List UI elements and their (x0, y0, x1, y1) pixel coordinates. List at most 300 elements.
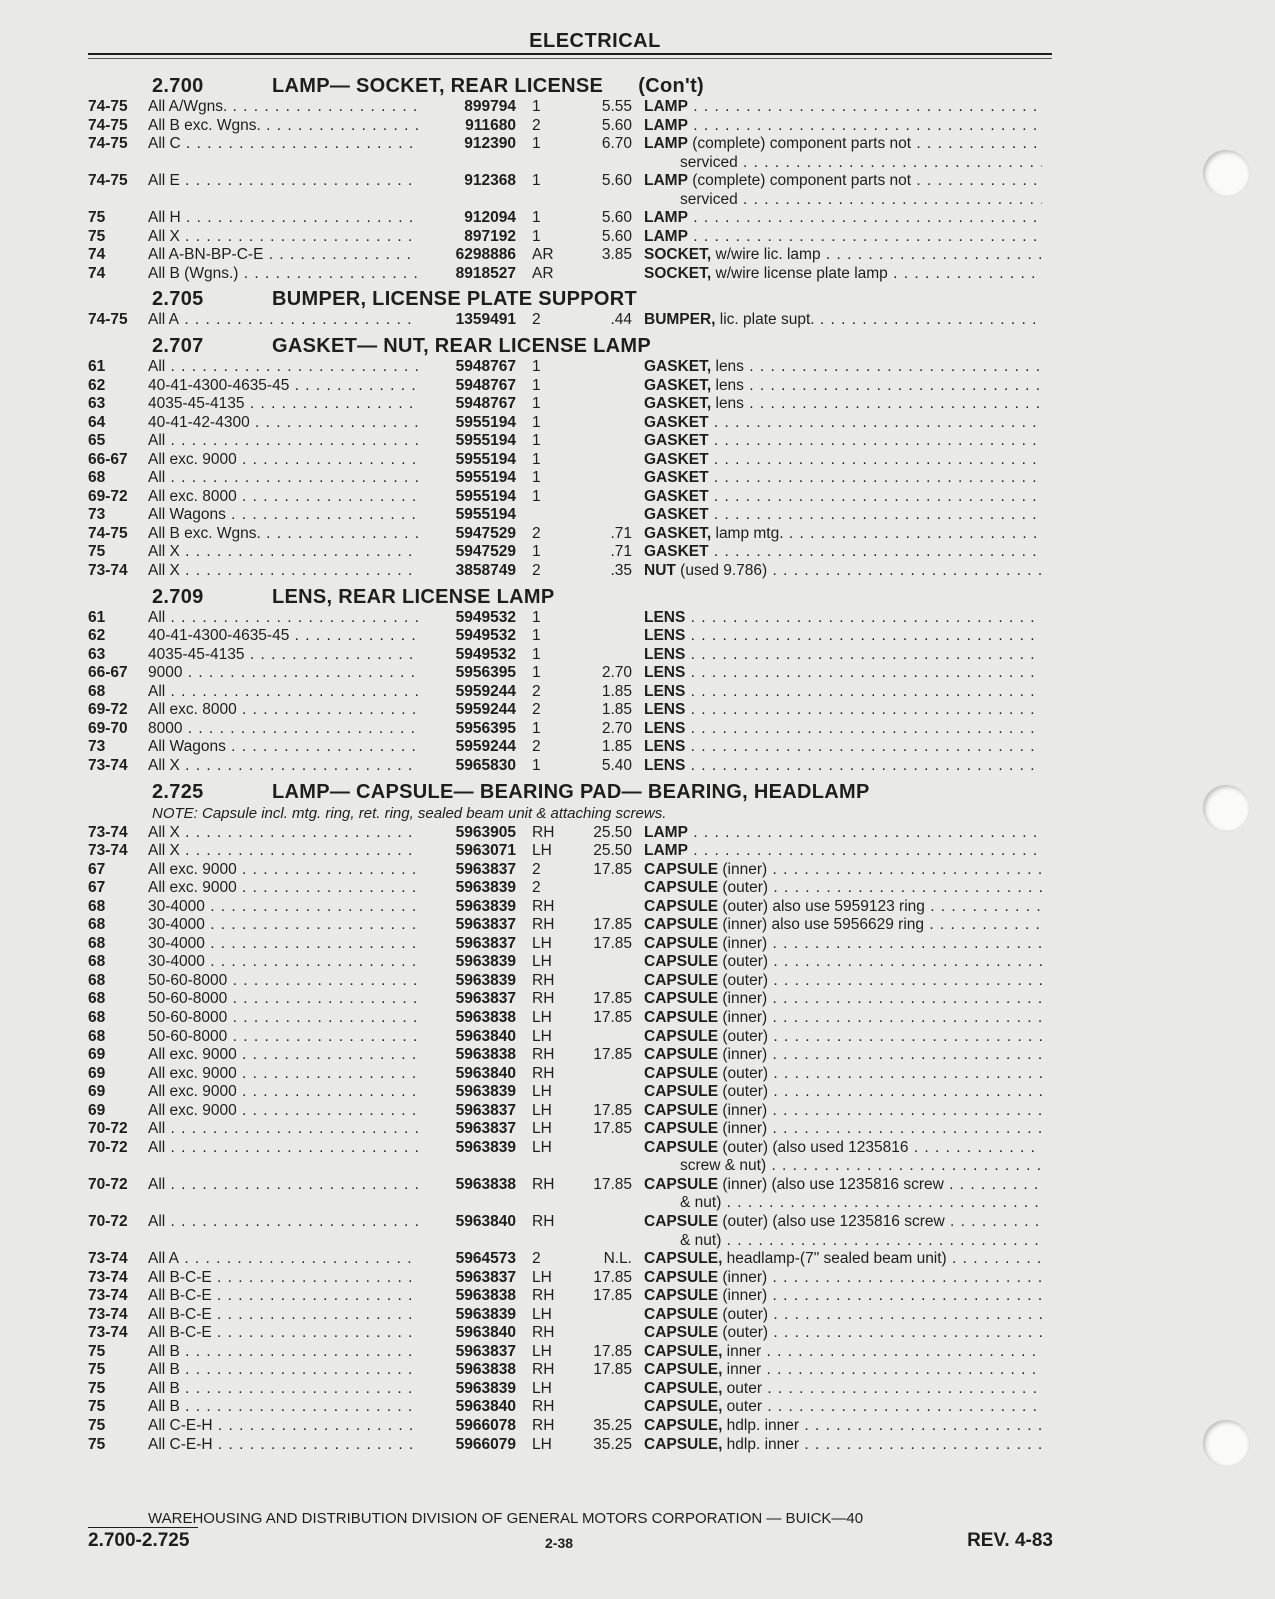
quantity: 1 (532, 756, 541, 774)
quantity: 2 (532, 738, 541, 756)
binder-hole-top (1203, 150, 1249, 196)
price: 17.85 (593, 990, 632, 1008)
description (632, 1417, 1042, 1436)
description-text: lens (711, 395, 744, 413)
description-keyword: CAPSULE (644, 860, 719, 878)
quantity: LH (532, 1083, 552, 1101)
description-keyword: LENS (644, 756, 686, 774)
price (562, 1324, 632, 1343)
model-year: 69 (88, 1101, 106, 1119)
table-row (88, 879, 1054, 898)
description (632, 738, 1042, 757)
quantity: AR (532, 264, 554, 282)
description-text: (inner) (718, 990, 768, 1008)
application: 40-41-4300-4635-45 . . . (148, 377, 418, 396)
quantity: LH (532, 1435, 552, 1453)
model-year: 69 (88, 1046, 106, 1064)
model-year: 61 (88, 358, 106, 376)
price: 5.55 (601, 98, 632, 115)
table-row (88, 1250, 1054, 1269)
description-text: (inner) (718, 1101, 768, 1119)
part-number: 5959244 (455, 682, 516, 700)
description-text: outer (722, 1398, 763, 1416)
table-row (88, 395, 1054, 414)
table-row (88, 1028, 1054, 1047)
price (562, 469, 632, 488)
application (148, 1157, 418, 1176)
description-keyword: GASKET, (644, 376, 712, 394)
description-keyword: CAPSULE (644, 916, 719, 934)
part-number (418, 1194, 516, 1213)
model-year: 70-72 (88, 1212, 128, 1230)
application: All . . . (148, 683, 418, 702)
description (632, 1213, 1042, 1232)
table-row (88, 898, 1054, 917)
description-text: lamp mtg. (711, 524, 784, 542)
application: 30-4000 . . . (148, 916, 418, 935)
description (632, 935, 1042, 954)
description (632, 1324, 1042, 1343)
application: All . . . (148, 609, 418, 628)
description-text: (used 9.786) (675, 562, 768, 580)
application (148, 1232, 418, 1251)
application: 50-60-8000 . . . (148, 972, 418, 991)
application: All . . . (148, 1139, 418, 1158)
part-number: 5963839 (455, 1083, 516, 1101)
description-keyword: CAPSULE (644, 1305, 719, 1323)
quantity: 1 (532, 450, 541, 468)
quantity: LH (532, 953, 552, 971)
table-row-continuation (88, 191, 1054, 210)
model-year: 62 (88, 627, 106, 645)
price: 2.70 (601, 719, 632, 737)
description (632, 246, 1042, 265)
description-text: w/wire license plate lamp (711, 264, 888, 282)
model-year: 70-72 (88, 1120, 128, 1138)
description (632, 191, 1042, 210)
model-year: 69-72 (88, 487, 128, 505)
application (148, 154, 418, 173)
price: 3.85 (601, 246, 632, 264)
model-year: 68 (88, 916, 106, 934)
description (632, 1269, 1042, 1288)
quantity: 1 (532, 719, 541, 737)
description (632, 1194, 1042, 1213)
description-text: hdlp. inner (722, 1435, 800, 1453)
description-keyword: SOCKET, (644, 246, 712, 264)
model-year: 73-74 (88, 756, 128, 774)
description-keyword: LENS (644, 682, 686, 700)
model-year: 67 (88, 879, 106, 897)
description (632, 488, 1042, 507)
quantity: 1 (532, 227, 541, 245)
part-number: 5949532 (455, 627, 516, 645)
description (632, 757, 1042, 776)
table-row (88, 117, 1054, 136)
description-text: & nut) (680, 1231, 722, 1249)
description-text: lens (711, 358, 744, 376)
price: 1.85 (601, 701, 632, 719)
model-year: 68 (88, 971, 106, 989)
model-year: 73-74 (88, 1287, 128, 1305)
quantity: LH (532, 842, 552, 860)
description (632, 898, 1042, 917)
quantity: RH (532, 1287, 555, 1305)
description-text: inner (722, 1342, 762, 1360)
footer-page-number: 2-38 (545, 1535, 574, 1551)
model-year: 68 (88, 897, 106, 915)
table-row (88, 701, 1054, 720)
model-year: 67 (88, 860, 106, 878)
section-number-text: 2.709 (152, 585, 204, 608)
description (632, 953, 1042, 972)
model-year: 68 (88, 1027, 106, 1045)
part-number: 8918527 (455, 264, 516, 282)
description-text: (outer) (also use 1235816 screw (718, 1212, 945, 1230)
description-keyword: GASKET (644, 450, 709, 468)
description-keyword: CAPSULE (644, 971, 719, 989)
description-text: (outer) (718, 1083, 769, 1101)
table-row (88, 1343, 1054, 1362)
part-number: 912390 (464, 135, 516, 153)
application: All exc. 9000 . . . (148, 1102, 418, 1121)
description-text: (inner) (also use 1235816 screw (718, 1175, 944, 1193)
model-year: 65 (88, 432, 106, 450)
quantity: 1 (532, 664, 541, 682)
table-row (88, 757, 1054, 776)
model-year: 64 (88, 413, 106, 431)
table-row (88, 972, 1054, 991)
part-number: 5963839 (455, 1379, 516, 1397)
application: 30-4000 . . . (148, 898, 418, 917)
application: All exc. 9000 . . . (148, 861, 418, 880)
table-row-continuation (88, 1157, 1054, 1176)
application: 50-60-8000 . . . (148, 990, 418, 1009)
quantity: RH (532, 1361, 555, 1379)
application: All B exc. Wgns. . . . (148, 117, 418, 136)
description-text: w/wire lic. lamp (711, 246, 821, 264)
description-text: (complete) component parts not (687, 172, 912, 190)
table-row (88, 311, 1054, 330)
model-year (88, 1194, 148, 1213)
application: All X . . . (148, 228, 418, 247)
description-keyword: CAPSULE (644, 1008, 719, 1026)
price (562, 432, 632, 451)
section-note: NOTE: Capsule incl. mtg. ring, ret. ring, sealed beam unit & attaching screws. (152, 804, 667, 822)
quantity: 2 (532, 311, 541, 329)
header-rule-thin (88, 58, 1052, 59)
part-number: 5963840 (455, 1027, 516, 1045)
description-keyword: CAPSULE (644, 934, 719, 952)
table-row (88, 135, 1054, 154)
part-number: 5963838 (455, 1046, 516, 1064)
model-year: 73-74 (88, 842, 128, 860)
part-number: 5963838 (455, 1175, 516, 1193)
description (632, 1102, 1042, 1121)
table-row (88, 414, 1054, 433)
part-number: 912094 (464, 209, 516, 227)
price: N.L. (603, 1250, 632, 1268)
section-title: GASKET— NUT, REAR LICENSE LAMP (272, 335, 652, 358)
application: 50-60-8000 . . . (148, 1028, 418, 1047)
description-text: (outer) (718, 1324, 769, 1342)
price (562, 506, 632, 525)
part-number: 5966078 (455, 1417, 516, 1434)
part-number (418, 1157, 516, 1176)
model-year: 73-74 (88, 1324, 128, 1342)
table-row (88, 1176, 1054, 1195)
price (562, 1232, 632, 1251)
part-number: 5963837 (455, 1101, 516, 1119)
description (632, 1120, 1042, 1139)
price (562, 395, 632, 414)
description-keyword: CAPSULE (644, 1268, 719, 1286)
model-year: 73-74 (88, 823, 128, 841)
application: All E . . . (148, 172, 418, 191)
quantity: 1 (532, 432, 541, 450)
application: 9000 . . . (148, 664, 418, 683)
description-keyword: GASKET (644, 469, 709, 487)
model-year: 74-75 (88, 524, 128, 542)
description-text: (outer) (718, 971, 769, 989)
description (632, 916, 1042, 935)
description (632, 414, 1042, 433)
section-number (88, 75, 211, 98)
price: 2.70 (601, 664, 632, 682)
description (632, 879, 1042, 898)
price (562, 1213, 632, 1232)
quantity: RH (532, 897, 555, 915)
quantity: 1 (532, 413, 541, 431)
table-row (88, 228, 1054, 247)
price (562, 609, 632, 628)
description-text: inner (722, 1361, 762, 1379)
price: .35 (610, 562, 632, 580)
application: All B-C-E . . . (148, 1306, 418, 1325)
binder-hole-middle (1203, 785, 1249, 831)
price (562, 265, 632, 284)
price: 17.85 (593, 1175, 632, 1193)
price: 5.60 (601, 227, 632, 245)
price: 17.85 (593, 1120, 632, 1138)
table-row (88, 861, 1054, 880)
description-keyword: CAPSULE, (644, 1250, 723, 1268)
table-row (88, 451, 1054, 470)
description-keyword: BUMPER, (644, 311, 716, 329)
application: All B-C-E . . . (148, 1269, 418, 1288)
part-number: 5959244 (455, 738, 516, 756)
model-year: 74-75 (88, 116, 128, 134)
binder-hole-bottom (1203, 1420, 1249, 1466)
table-row (88, 842, 1054, 861)
quantity: 2 (532, 524, 541, 542)
quantity: RH (532, 916, 555, 934)
quantity: LH (532, 1138, 552, 1156)
part-number: 5949532 (455, 645, 516, 663)
table-row (88, 824, 1054, 843)
description-keyword: GASKET, (644, 395, 712, 413)
model-year: 75 (88, 543, 106, 561)
part-number: 5955194 (455, 506, 516, 524)
part-number: 5963837 (455, 1268, 516, 1286)
description-text: (outer) (718, 953, 769, 971)
price: 17.85 (593, 934, 632, 952)
description (632, 506, 1042, 525)
description-text: (complete) component parts not (687, 135, 912, 153)
description (632, 972, 1042, 991)
part-number: 5948767 (455, 358, 516, 376)
price (562, 1028, 632, 1047)
model-year: 75 (88, 1379, 106, 1397)
price: 17.85 (593, 1101, 632, 1119)
table-row-continuation (88, 1194, 1054, 1213)
application: All exc. 9000 . . . (148, 451, 418, 470)
section-number-text: 2.707 (152, 335, 204, 358)
description-text: serviced (680, 190, 738, 208)
model-year: 73 (88, 738, 106, 756)
application: All X . . . (148, 543, 418, 562)
description-keyword: CAPSULE (644, 1064, 719, 1082)
price: .71 (610, 524, 632, 542)
description-text: (outer) (718, 1027, 769, 1045)
table-row (88, 916, 1054, 935)
section-number-text: 2.700 (152, 75, 204, 97)
description-keyword: CAPSULE (644, 897, 719, 915)
price (562, 1157, 632, 1176)
part-number: 5955194 (455, 469, 516, 487)
model-year: 66-67 (88, 450, 128, 468)
description-keyword: GASKET, (644, 358, 712, 376)
part-number: 1359491 (455, 311, 516, 329)
section-heading (88, 72, 1054, 98)
description-keyword: LENS (644, 719, 686, 737)
part-number: 6298886 (455, 246, 516, 264)
model-year (88, 1157, 148, 1176)
quantity: 2 (532, 682, 541, 700)
section-title: BUMPER, LICENSE PLATE SUPPORT (272, 288, 638, 311)
table-row (88, 246, 1054, 265)
description-text: (outer) (718, 1305, 769, 1323)
description (632, 646, 1042, 665)
application: All exc. 9000 . . . (148, 1083, 418, 1102)
description (632, 1398, 1042, 1417)
price: 5.60 (601, 209, 632, 227)
description-text: (inner) (718, 1046, 768, 1064)
description-text: serviced (680, 153, 738, 171)
price: 35.25 (593, 1417, 632, 1434)
table-row (88, 543, 1054, 562)
table-row (88, 1306, 1054, 1325)
price: 5.40 (601, 756, 632, 774)
table-row (88, 646, 1054, 665)
part-number (418, 1232, 516, 1251)
application: All . . . (148, 469, 418, 488)
section-number (88, 586, 211, 609)
section-number (88, 288, 211, 311)
description (632, 609, 1042, 628)
description (632, 842, 1042, 861)
price: 25.50 (593, 842, 632, 860)
table-row (88, 525, 1054, 544)
part-number: 5963840 (455, 1212, 516, 1230)
table-row (88, 627, 1054, 646)
price (562, 898, 632, 917)
application: All exc. 9000 . . . (148, 1065, 418, 1084)
quantity: 2 (532, 562, 541, 580)
description-keyword: LAMP (644, 842, 688, 860)
table-row (88, 990, 1054, 1009)
model-year: 61 (88, 608, 106, 626)
quantity: 1 (532, 376, 541, 394)
description (632, 377, 1042, 396)
application: All C-E-H . . . (148, 1436, 418, 1455)
description-keyword: CAPSULE (644, 1046, 719, 1064)
description (632, 543, 1042, 562)
table-row (88, 469, 1054, 488)
description (632, 98, 1042, 117)
price: .71 (610, 543, 632, 561)
footer-revision: REV. 4-83 (967, 1530, 1053, 1551)
footer-division: WAREHOUSING AND DISTRIBUTION DIVISION OF GENERAL MOTORS CORPORATION — BUICK—40 (148, 1510, 864, 1527)
table-row (88, 1398, 1054, 1417)
part-number: 897192 (464, 227, 516, 245)
section-number (88, 335, 211, 358)
part-number: 5963837 (455, 860, 516, 878)
model-year: 62 (88, 376, 106, 394)
application: All B . . . (148, 1361, 418, 1380)
page-title: ELECTRICAL (529, 30, 661, 52)
part-number: 3858749 (455, 562, 516, 580)
price (562, 414, 632, 433)
description-keyword: CAPSULE (644, 1287, 719, 1305)
quantity: RH (532, 1175, 555, 1193)
header-rule (88, 53, 1052, 55)
model-year: 75 (88, 227, 106, 245)
quantity: RH (532, 1417, 555, 1434)
price: 6.70 (601, 135, 632, 153)
description-text: hdlp. inner (722, 1417, 800, 1434)
description (632, 451, 1042, 470)
description (632, 1028, 1042, 1047)
part-number: 5956395 (455, 719, 516, 737)
price (562, 627, 632, 646)
price: 17.85 (593, 1008, 632, 1026)
application: All A-BN-BP-C-E . . . (148, 246, 418, 265)
price (562, 1065, 632, 1084)
description (632, 525, 1042, 544)
application: All . . . (148, 1213, 418, 1232)
part-number: 5955194 (455, 487, 516, 505)
part-number: 5963838 (455, 1287, 516, 1305)
price: 17.85 (593, 1046, 632, 1064)
description-keyword: LENS (644, 645, 686, 663)
part-number: 5963837 (455, 916, 516, 934)
description-keyword: CAPSULE (644, 1083, 719, 1101)
description-keyword: CAPSULE, (644, 1435, 723, 1453)
application: All B-C-E . . . (148, 1287, 418, 1306)
model-year: 69 (88, 1083, 106, 1101)
price (562, 1139, 632, 1158)
quantity (516, 1232, 562, 1251)
table-row (88, 209, 1054, 228)
quantity: AR (532, 246, 554, 264)
application: All C . . . (148, 135, 418, 154)
quantity: 2 (532, 879, 541, 897)
table-row (88, 98, 1054, 117)
model-year: 70-72 (88, 1138, 128, 1156)
part-number: 5966079 (455, 1435, 516, 1453)
price (562, 1306, 632, 1325)
